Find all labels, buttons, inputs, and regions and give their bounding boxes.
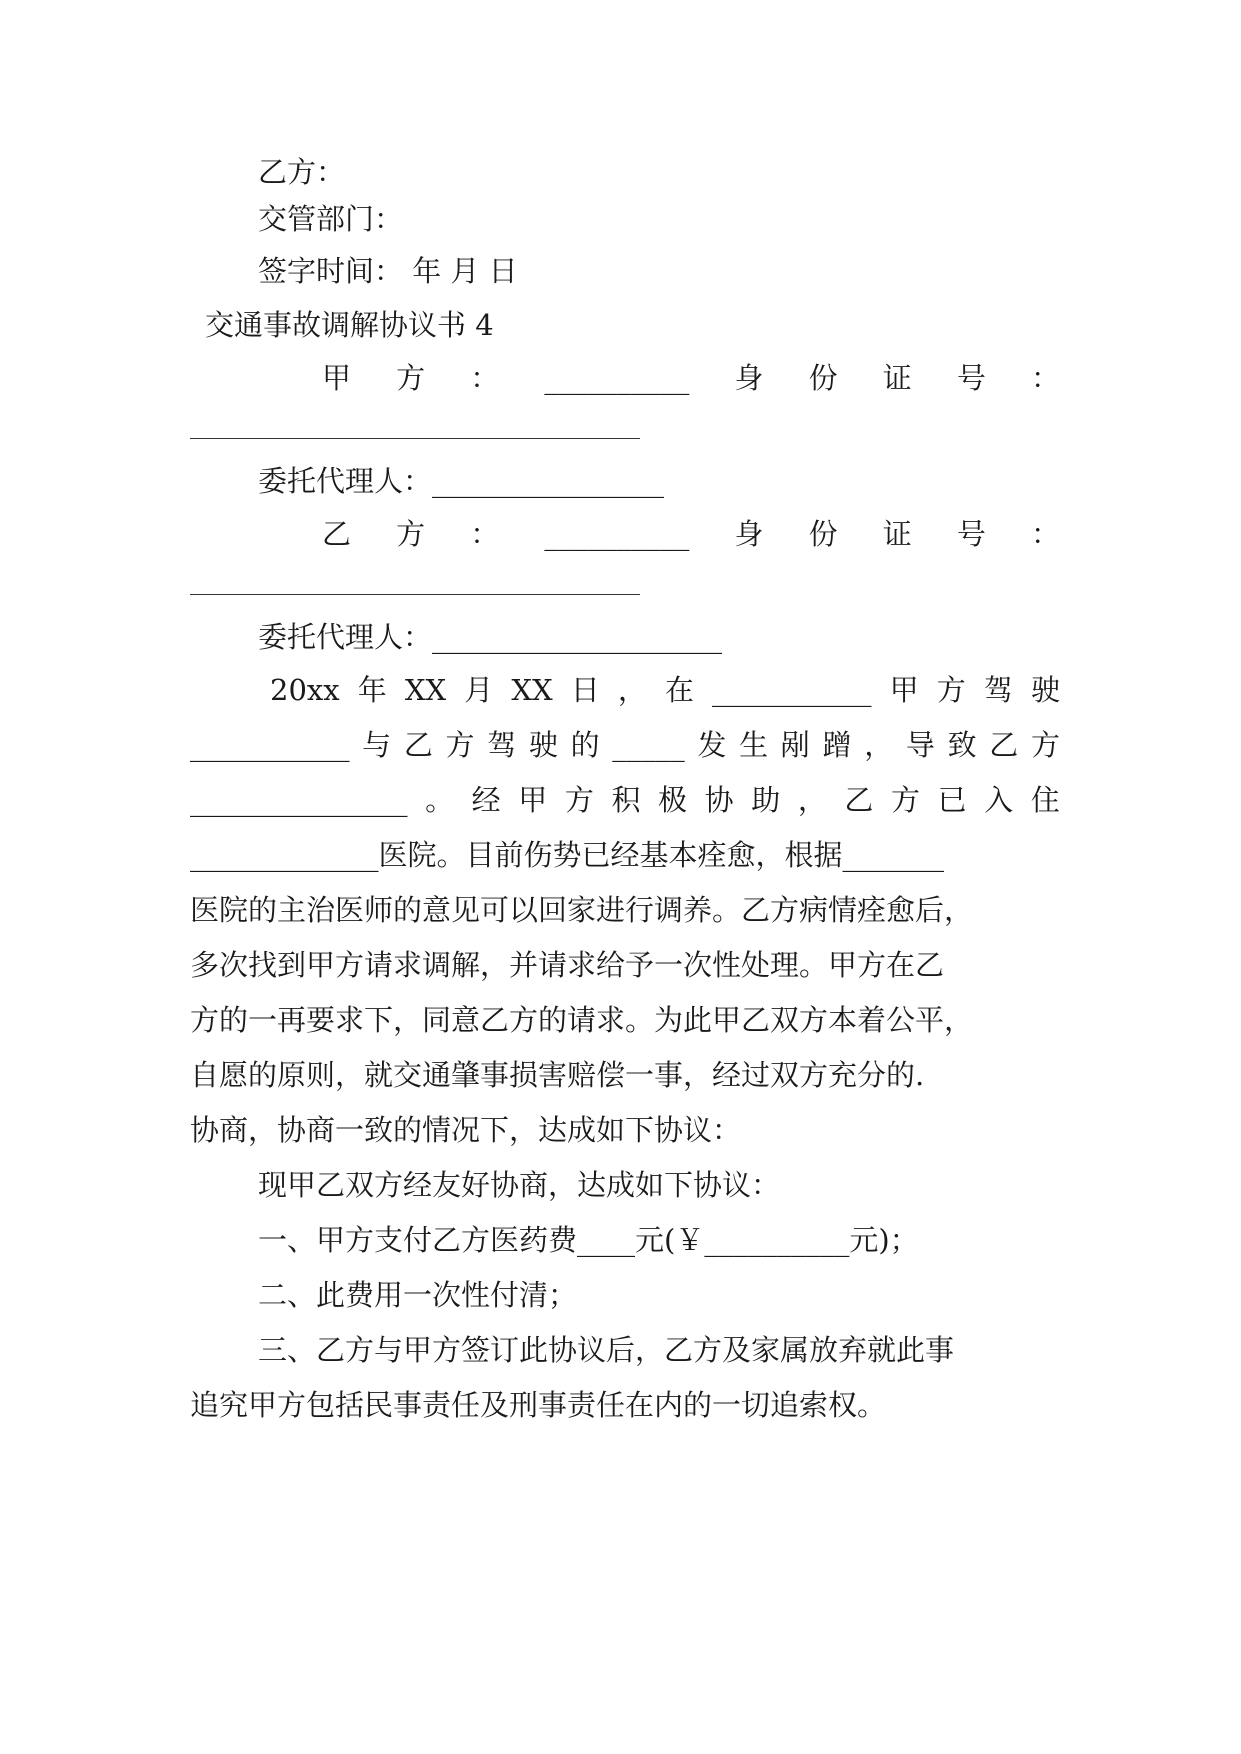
party-a-line bbox=[322, 349, 1060, 407]
text-segment: 致 bbox=[947, 728, 977, 762]
id-number-colon: ： bbox=[1030, 517, 1060, 551]
party-b-line bbox=[322, 505, 1060, 563]
id-number-char: 身 bbox=[734, 361, 764, 395]
text-segment: ， bbox=[864, 728, 894, 762]
party-a-char: 方 bbox=[396, 361, 426, 395]
text-segment: 已 bbox=[937, 783, 967, 817]
party-a-blank: __________ bbox=[544, 361, 690, 395]
party-a-id-blank bbox=[190, 438, 640, 439]
id-number-colon: ： bbox=[1030, 361, 1060, 395]
text-segment: 驾 bbox=[487, 728, 517, 762]
paragraph-1-line-8: 自愿的原则，就交通肇事损害赔偿一事，经过双方充分的. bbox=[190, 1058, 925, 1092]
text-segment: 发 bbox=[697, 728, 727, 762]
agreement-item-3-line-2: 追究甲方包括民事责任及刑事责任在内的一切追索权。 bbox=[190, 1388, 887, 1422]
id-number-char: 号 bbox=[956, 517, 986, 551]
text-segment: 乙 bbox=[844, 783, 874, 817]
text-segment: 剐 bbox=[780, 728, 810, 762]
text-segment: 经 bbox=[471, 783, 501, 817]
text-segment: XX bbox=[511, 673, 553, 707]
text-segment: 驾 bbox=[983, 673, 1013, 707]
text-segment: 年 bbox=[357, 673, 387, 707]
text-segment: 20xx bbox=[270, 673, 340, 707]
party-b-char: 乙 bbox=[322, 517, 352, 551]
location-blank: ___________ bbox=[712, 673, 872, 707]
text-segment: 在 bbox=[664, 673, 694, 707]
party-b-signature-line: 乙方： bbox=[258, 155, 346, 189]
paragraph-1-line-7: 方的一再要求下，同意乙方的请求。为此甲乙双方本着公平， bbox=[190, 1003, 974, 1037]
text-segment: ， bbox=[617, 673, 647, 707]
text-segment: 方 bbox=[445, 728, 475, 762]
party-b-char: ： bbox=[470, 517, 500, 551]
text-segment: 积 bbox=[611, 783, 641, 817]
paragraph-1-line-2 bbox=[190, 716, 1060, 774]
party-a-agent-line: 委托代理人：________________ bbox=[258, 464, 665, 498]
text-segment: 生 bbox=[739, 728, 769, 762]
paragraph-2: 现甲乙双方经友好协商，达成如下协议： bbox=[258, 1168, 781, 1202]
text-segment: ， bbox=[797, 783, 827, 817]
text-segment: 蹭 bbox=[822, 728, 852, 762]
text-segment: 导 bbox=[905, 728, 935, 762]
party-a-char: 甲 bbox=[322, 361, 352, 395]
text-segment: 乙 bbox=[989, 728, 1019, 762]
id-number-char: 号 bbox=[956, 361, 986, 395]
vehicle-a-blank: ___________ bbox=[190, 728, 350, 762]
party-a-char: ： bbox=[470, 361, 500, 395]
id-number-char: 份 bbox=[808, 361, 838, 395]
vehicle-b-blank: _____ bbox=[612, 728, 685, 762]
paragraph-1-line-3 bbox=[190, 771, 1060, 829]
agreement-item-3-line-1: 三、乙方与甲方签订此协议后，乙方及家属放弃就此事 bbox=[258, 1333, 955, 1367]
agreement-item-2: 二、此费用一次性付清； bbox=[258, 1278, 578, 1312]
id-number-char: 份 bbox=[808, 517, 838, 551]
signing-date-line: 签字时间： 年 月 日 bbox=[258, 254, 518, 288]
text-segment: 驶 bbox=[1030, 673, 1060, 707]
text-segment: 的 bbox=[570, 728, 600, 762]
text-segment: 极 bbox=[658, 783, 688, 817]
paragraph-1-line-1 bbox=[270, 661, 1060, 719]
text-segment: 住 bbox=[1030, 783, 1060, 817]
text-segment: 。 bbox=[425, 783, 455, 817]
party-b-char: 方 bbox=[396, 517, 426, 551]
party-b-agent-line: 委托代理人：____________________ bbox=[258, 620, 723, 654]
paragraph-1-line-5: 医院的主治医师的意见可以回家进行调养。乙方病情痊愈后， bbox=[190, 893, 974, 927]
text-segment: 月 bbox=[464, 673, 494, 707]
text-segment: 甲 bbox=[518, 783, 548, 817]
id-number-char: 证 bbox=[882, 517, 912, 551]
text-segment: XX bbox=[404, 673, 447, 707]
text-segment: 乙 bbox=[403, 728, 433, 762]
text-segment: 方 bbox=[891, 783, 921, 817]
text-segment: 与 bbox=[362, 728, 392, 762]
paragraph-1-line-4: _____________医院。目前伤势已经基本痊愈，根据_______ bbox=[190, 838, 945, 872]
paragraph-1-line-6: 多次找到甲方请求调解，并请求给予一次性处理。甲方在乙 bbox=[190, 948, 945, 982]
id-number-char: 身 bbox=[734, 517, 764, 551]
party-b-blank: __________ bbox=[544, 517, 690, 551]
id-number-char: 证 bbox=[882, 361, 912, 395]
traffic-dept-signature-line: 交管部门： bbox=[258, 202, 404, 236]
text-segment: 协 bbox=[704, 783, 734, 817]
injury-blank: _______________ bbox=[190, 783, 408, 817]
text-segment: 驶 bbox=[528, 728, 558, 762]
text-segment: 日 bbox=[570, 673, 600, 707]
party-b-id-blank bbox=[190, 594, 640, 595]
text-segment: 助 bbox=[751, 783, 781, 817]
document-title: 交通事故调解协议书 4 bbox=[205, 308, 494, 342]
text-segment: 入 bbox=[984, 783, 1014, 817]
paragraph-1-line-9: 协商，协商一致的情况下，达成如下协议： bbox=[190, 1113, 742, 1147]
agreement-item-1: 一、甲方支付乙方医药费____元(￥__________元)； bbox=[258, 1223, 919, 1257]
text-segment: 甲 bbox=[889, 673, 919, 707]
text-segment: 方 bbox=[564, 783, 594, 817]
text-segment: 方 bbox=[1030, 728, 1060, 762]
text-segment: 方 bbox=[936, 673, 966, 707]
